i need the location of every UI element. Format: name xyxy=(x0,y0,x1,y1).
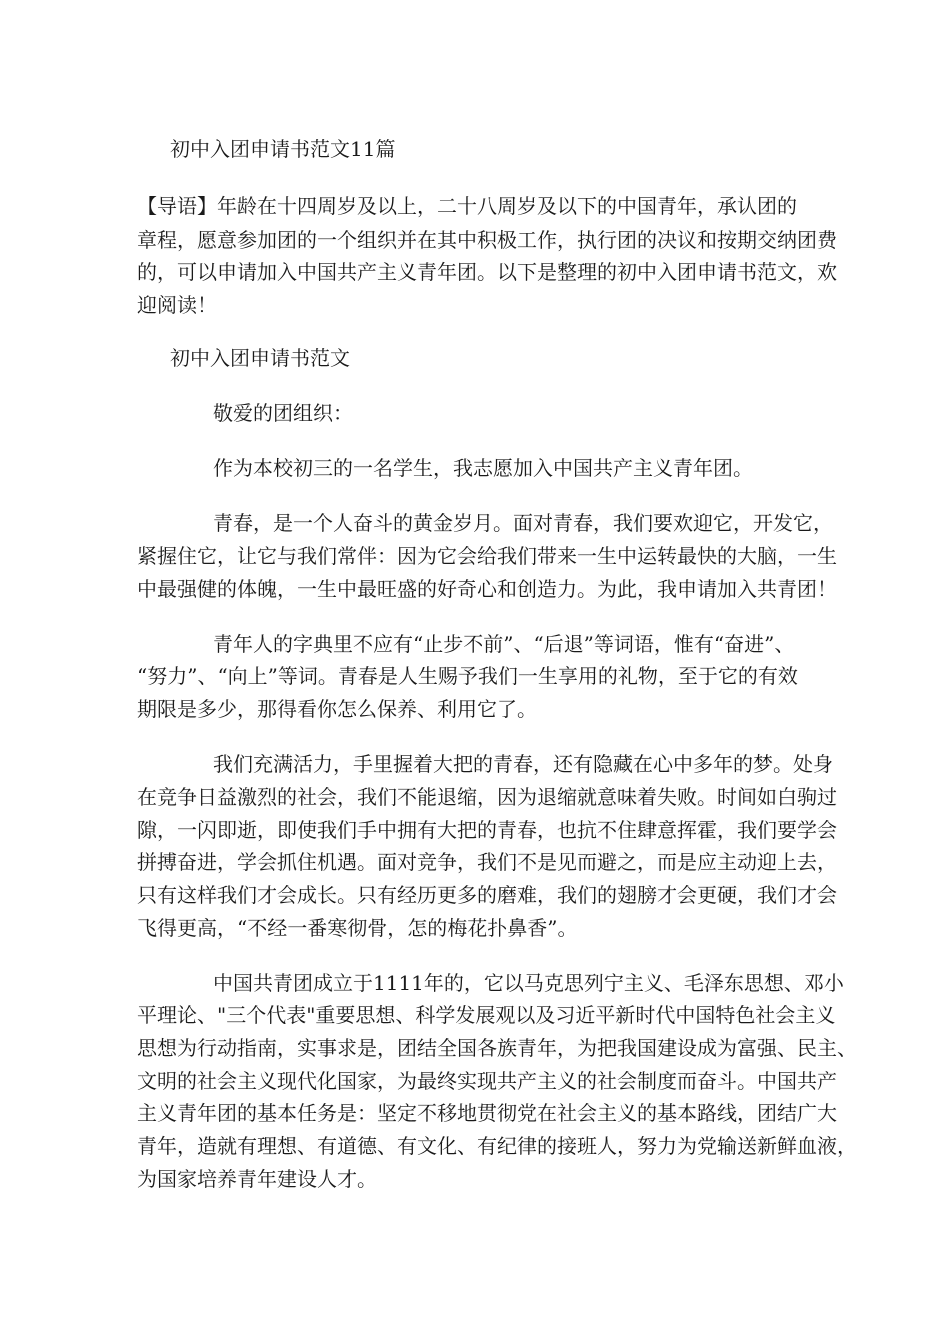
paragraph-4-line-5: 只有这样我们才会成长。只有经历更多的磨难，我们的翅膀才会更硬，我们才会 xyxy=(137,883,837,907)
paragraph-5-line-2: 平理论、"三个代表"重要思想、科学发展观以及习近平新时代中国特色社会主义 xyxy=(137,1003,836,1027)
paragraph-2-line-2: 紧握住它，让它与我们常伴：因为它会给我们带来一生中运转最快的大脑，一生 xyxy=(137,544,837,568)
paragraph-4-line-2: 在竞争日益激烈的社会，我们不能退缩，因为退缩就意味着失败。时间如白驹过 xyxy=(137,785,837,809)
paragraph-1-line-1: 作为本校初三的一名学生，我志愿加入中国共产主义青年团。 xyxy=(213,456,753,480)
intro-line-2: 章程，愿意参加团的一个组织并在其中积极工作，执行团的决议和按期交纳团费 xyxy=(137,228,837,252)
paragraph-2-line-1: 青春，是一个人奋斗的黄金岁月。面对青春，我们要欢迎它，开发它， xyxy=(213,511,833,535)
paragraph-3-line-1: 青年人的字典里不应有“止步不前”、“后退”等词语，惟有“奋进”、 xyxy=(213,632,795,656)
paragraph-5-line-5: 主义青年团的基本任务是：坚定不移地贯彻党在社会主义的基本路线，团结广大 xyxy=(137,1101,837,1125)
paragraph-5-line-1: 中国共青团成立于1111年的，它以马克思列宁主义、毛泽东思想、邓小 xyxy=(213,971,844,995)
paragraph-2-line-3: 中最强健的体魄，一生中最旺盛的好奇心和创造力。为此，我申请加入共青团！ xyxy=(137,577,837,601)
paragraph-3-line-2: “努力”、“向上”等词。青春是人生赐予我们一生享用的礼物，至于它的有效 xyxy=(137,664,798,688)
paragraph-3-line-3: 期限是多少，那得看你怎么保养、利用它了。 xyxy=(137,697,537,721)
intro-line-4: 迎阅读！ xyxy=(137,293,217,317)
paragraph-5-line-4: 文明的社会主义现代化国家，为最终实现共产主义的社会制度而奋斗。中国共产 xyxy=(137,1069,837,1093)
paragraph-5-line-7: 为国家培养青年建设人才。 xyxy=(137,1167,377,1191)
paragraph-4-line-1: 我们充满活力，手里握着大把的青春，还有隐藏在心中多年的梦。处身 xyxy=(213,752,833,776)
paragraph-5-line-6: 青年，造就有理想、有道德、有文化、有纪律的接班人，努力为党输送新鲜血液， xyxy=(137,1134,857,1158)
paragraph-4-line-3: 隙，一闪即逝，即使我们手中拥有大把的青春，也抗不住肆意挥霍，我们要学会 xyxy=(137,818,837,842)
section-subtitle: 初中入团申请书范文 xyxy=(170,346,350,370)
salutation: 敬爱的团组织： xyxy=(213,401,353,425)
intro-line-1: 【导语】年龄在十四周岁及以上，二十八周岁及以下的中国青年，承认团的 xyxy=(137,194,797,218)
intro-line-3: 的，可以申请加入中国共产主义青年团。以下是整理的初中入团申请书范文，欢 xyxy=(137,260,837,284)
paragraph-5-line-3: 思想为行动指南，实事求是，团结全国各族青年，为把我国建设成为富强、民主、 xyxy=(137,1036,857,1060)
document-title: 初中入团申请书范文11篇 xyxy=(170,137,396,161)
paragraph-4-line-6: 飞得更高，“不经一番寒彻骨，怎的梅花扑鼻香”。 xyxy=(137,916,578,940)
paragraph-4-line-4: 拼搏奋进，学会抓住机遇。面对竞争，我们不是见而避之，而是应主动迎上去， xyxy=(137,850,837,874)
